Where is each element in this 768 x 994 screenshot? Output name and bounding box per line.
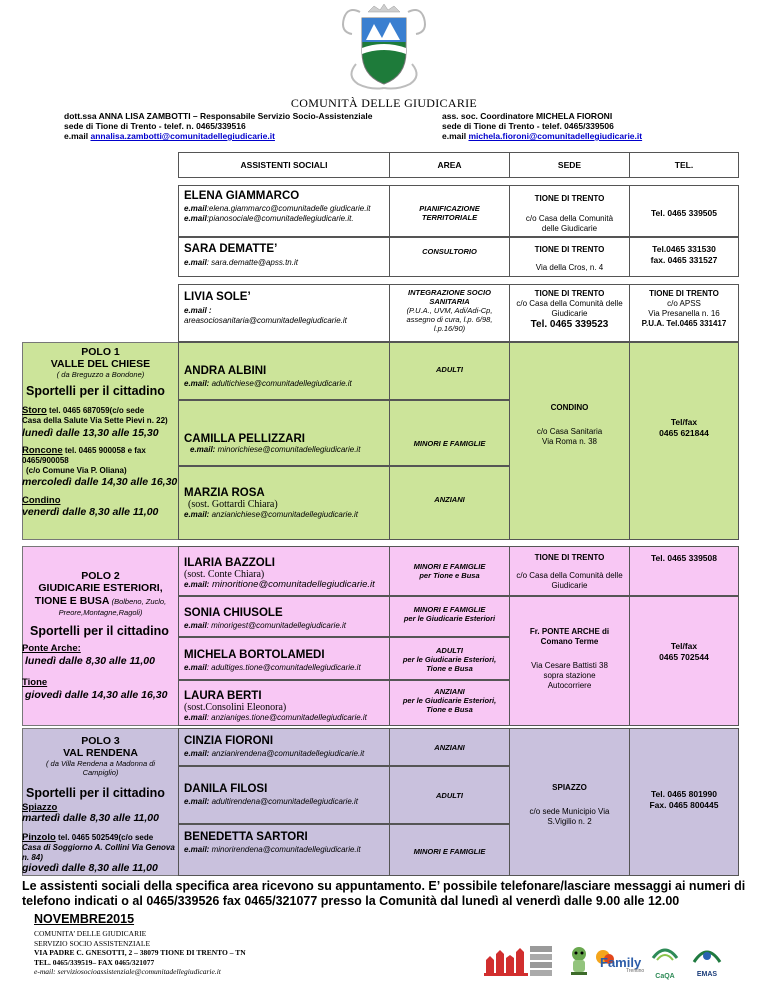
polo2-office-hours [22, 643, 178, 701]
assistant-name: ANDRA ALBINI [184, 365, 267, 377]
coordinator-office: sede di Tione di Trento - telef. 0465/339506 [442, 121, 614, 131]
footer-line-2: SERVIZIO SOCIO ASSISTENZIALE [34, 938, 151, 948]
area-cell [389, 824, 510, 876]
polo1-title [22, 346, 179, 379]
tel-number: Tel. 0465 339508 [650, 553, 717, 563]
assistant-email[interactable]: minorichiese@comunitadellegiudicarie.it [215, 445, 361, 454]
appointment-notice: Le assistenti sociali della specifica area ricevono su appuntamento. E’ possibile telefonare/lasciare messaggi ai numeri di telefono indicati o al 0465/339526 fax 0465/321077 presso la Comunità dal lunedì al venerdì dalle 9.00 alle 12.00 [22, 879, 746, 908]
sede-city: TIONE DI TRENTO [534, 289, 605, 298]
area-label: ANZIANI [434, 495, 465, 504]
email-label: e.mail: [184, 379, 210, 388]
table-row-dematte [178, 237, 390, 277]
tel-pua: P.U.A. Tel.0465 331417 [641, 319, 727, 328]
manager-email-link[interactable]: annalisa.zambotti@comunitadellegiudicarie.it [90, 131, 275, 141]
tel-org: c/o APSS [667, 299, 701, 308]
fax-number: Fax. 0465 800445 [649, 800, 719, 810]
table-row-rosa [178, 466, 390, 540]
sede-tel: Tel. 0465 339523 [530, 319, 609, 330]
tel-cell [629, 185, 739, 237]
assistant-name: ILARIA BAZZOLI [184, 557, 275, 569]
area-detail: per le Giudicarie Esteriori, Tione e Busa [402, 655, 497, 673]
polo2-subtitle-a: (Bolbeno, Zuclo, [109, 597, 167, 606]
assistant-email[interactable]: anzianirendena@comunitadellegiudicarie.it [209, 749, 365, 758]
polo2-title [22, 570, 179, 617]
header-assistenti-label: ASSISTENTI SOCIALI [240, 160, 328, 170]
email-label: e.mail [184, 214, 207, 223]
family-trentino-logo [596, 948, 646, 976]
tel-number: 0465 621844 [659, 428, 709, 438]
sede-address: c/o Casa della Comunità delle Giudicarie [525, 214, 614, 233]
org-name: COMUNITÀ DELLE GIUDICARIE [290, 96, 478, 110]
tel-label: Tel/fax [670, 417, 698, 427]
tel-number: Tel.0465 331530 [652, 244, 716, 254]
email-label: e.mail: [184, 580, 210, 589]
sede-address: Via Cesare Battisti 38 sopra stazione Autocorriere [531, 661, 608, 690]
coat-of-arms-logo [338, 4, 430, 94]
pinzolo-address: Casa di Soggiorno A. Collini Via Genova n. 84) [22, 843, 175, 862]
table-row-filosi [178, 766, 390, 824]
area-label: MINORI E FAMIGLIE [413, 562, 486, 571]
area-cell [389, 680, 510, 726]
area-cell [389, 728, 510, 766]
area-label: ADULTI [436, 365, 463, 374]
sede-city: TIONE DI TRENTO [534, 245, 605, 254]
polo2-title-line2: GIUDICARIE ESTERIORI, [38, 582, 163, 594]
sede-address: Via della Cros, n. 4 [535, 263, 604, 272]
assistant-email[interactable]: : adultiges.tione@comunitadellegiudicarie.it [206, 663, 361, 672]
caqa-logo [650, 946, 680, 980]
assistant-email[interactable]: minorirendena@comunitadellegiudicarie.it [209, 845, 361, 854]
header-left-contact [64, 111, 404, 141]
table-row-albini [178, 342, 390, 400]
table-row-bazzoli [178, 546, 390, 596]
header-cell-tel [629, 152, 739, 178]
sede-address: c/o Casa della Comunità delle Giudicarie [516, 299, 623, 318]
tel-label: Tel/fax [670, 641, 698, 651]
polo3-tel-cell [629, 728, 739, 876]
assistant-substitute: (sost. Conte Chiara) [184, 569, 265, 580]
email-label: e.mail: [184, 510, 210, 519]
polo3-office-hours [22, 802, 178, 874]
email-label: e.mail [184, 204, 207, 213]
assistant-email[interactable]: : minorigest@comunitadellegiudicarie.it [206, 621, 346, 630]
area-cell [389, 185, 510, 237]
footer-address [34, 929, 354, 977]
sede-address: c/o sede Municipio Via S.Vigilio n. 2 [529, 807, 610, 826]
area-label: INTEGRAZIONE SOCIO SANITARIA [408, 288, 491, 306]
storo-tel: tel. 0465 687059(c/o sede [46, 406, 145, 415]
assistant-name: ELENA GIAMMARCO [184, 190, 300, 202]
assistant-name: BENEDETTA SARTORI [184, 831, 308, 843]
area-label: ADULTI [436, 646, 463, 655]
area-detail: (P.U.A., UVM, Adi/Adi-Cp, assegno di cura, l.p. 6/98, l.p.16/90) [406, 306, 493, 333]
storo-hours: lunedì dalle 13,30 alle 15,30 [22, 427, 159, 439]
footer-line-4: TEL. 0465/339519– FAX 0465/321077 [34, 957, 155, 967]
email-label: e.mail : [184, 306, 212, 315]
assistant-email[interactable]: adultichiese@comunitadellegiudicarie.it [209, 379, 352, 388]
manager-email-label: e.mail [64, 131, 89, 141]
storo-address: Casa della Salute Via Sette Pievi n. 22) [22, 416, 168, 425]
green-mascot-logo [564, 944, 594, 976]
tel-number: 0465 702544 [659, 652, 709, 662]
assistant-email[interactable]: adultirendena@comunitadellegiudicarie.it [209, 797, 358, 806]
area-label: ANZIANI [434, 687, 465, 696]
email-label: e.mail: [184, 797, 210, 806]
polo2-title-line1: POLO 2 [81, 570, 120, 582]
spiazzo-hours: martedì dalle 8,30 alle 11,00 [22, 812, 159, 824]
footer-line-1: COMUNITA’ DELLE GIUDICARIE [34, 929, 147, 938]
area-cell [389, 546, 510, 596]
area-detail: per le Giudicarie Esteriori, Tione e Busa [402, 696, 497, 714]
roncone-address: (c/o Comune Via P. Oliana) [26, 466, 127, 475]
assistant-name: CAMILLA PELLIZZARI [184, 433, 305, 445]
header-tel-label: TEL. [674, 160, 694, 170]
area-label: ADULTI [436, 791, 463, 800]
coordinator-email-link[interactable]: michela.fioroni@comunitadellegiudicarie.it [468, 131, 643, 141]
fax-number: fax. 0465 331527 [650, 255, 718, 265]
sede-city: SPIAZZO [552, 783, 587, 792]
sede-city: TIONE DI TRENTO [534, 553, 605, 562]
assistant-email-secondary[interactable]: :pianosociale@comunitadellegiudicarie.it. [206, 214, 354, 223]
polo2-sportelli-heading: Sportelli per il cittadino [30, 624, 169, 638]
sede-city: TIONE DI TRENTO [534, 194, 605, 203]
polo3-sede-cell [509, 728, 630, 876]
polo1-sportelli-heading: Sportelli per il cittadino [26, 384, 165, 398]
pinzolo-tel: tel. 0465 502549(c/o sede [55, 833, 154, 842]
table-row-bortolamedi [178, 637, 390, 680]
grey-text-block-logo [530, 946, 552, 976]
area-label: PIANIFICAZIONE TERRITORIALE [419, 204, 480, 222]
family-logo-text: Family [600, 955, 642, 970]
assistant-name: MARZIA ROSA [184, 487, 265, 499]
sede-city: CONDINO [550, 403, 589, 412]
polo1-office-hours [22, 406, 178, 518]
tel-address: Via Presanella n. 16 [648, 309, 720, 318]
condino-label: Condino [22, 495, 61, 506]
caqa-logo-text: CaQA [655, 973, 675, 980]
tel-number: Tel. 0465 339505 [650, 208, 717, 218]
polo2-subtitle-b: Preore,Montagne,Ragoli) [58, 608, 143, 617]
area-cell [389, 466, 510, 540]
assistant-name: MICHELA BORTOLAMEDI [184, 649, 325, 661]
assistant-substitute: (sost. Gottardi Chiara) [188, 499, 278, 510]
area-label: MINORI E FAMIGLIE [413, 847, 486, 856]
tione-label: Tione [22, 677, 48, 688]
tel-cell [629, 237, 739, 277]
area-cell [389, 342, 510, 400]
area-cell [389, 637, 510, 680]
polo2-tel-b [629, 596, 739, 726]
area-cell [389, 284, 510, 342]
assistant-name: SARA DEMATTE’ [184, 243, 278, 255]
table-row-sartori [178, 824, 390, 876]
pinzolo-label: Pinzolo [22, 832, 56, 843]
footer-line-5: e-mail: serviziosocioassistenziale@comunitadellegiudicarie.it [34, 967, 221, 976]
red-city-logo [484, 946, 528, 976]
condino-hours: venerdì dalle 8,30 alle 11,00 [22, 506, 159, 518]
document-date: NOVEMBRE2015 [34, 912, 135, 926]
area-detail: per Tione e Busa [419, 571, 480, 580]
table-row-fioroni [178, 728, 390, 766]
family-logo-sub: Trentino [626, 968, 645, 974]
sede-address: c/o Casa della Comunità delle Giudicarie [516, 571, 623, 590]
polo2-tel-a [629, 546, 739, 596]
manager-line: dott.ssa ANNA LISA ZAMBOTTI – Responsabile Servizio Socio-Assistenziale [64, 111, 373, 121]
polo3-subtitle: ( da Villa Rendena a Madonna di Campiglio) [45, 759, 156, 777]
polo2-sede-b [509, 596, 630, 726]
roncone-label: Roncone [22, 445, 63, 456]
email-label: e.mail [184, 621, 207, 630]
table-row-berti [178, 680, 390, 726]
polo3-sportelli-heading: Sportelli per il cittadino [26, 786, 165, 800]
assistant-email[interactable]: minoritione@comunitadellegiudicarie.it [209, 579, 375, 590]
polo3-title-line1: POLO 3 [81, 735, 120, 747]
assistant-name: DANILA FILOSI [184, 783, 268, 795]
assistant-email[interactable]: anzianichiese@comunitadellegiudicarie.it [209, 510, 358, 519]
tel-cell [629, 284, 739, 342]
assistant-email[interactable]: areasociosanitaria@comunitadellegiudicarie.it [184, 316, 347, 325]
polo3-title-line2: VAL RENDENA [63, 747, 138, 759]
polo1-sede-cell [509, 342, 630, 540]
polo1-subtitle: ( da Breguzzo a Bondone) [56, 370, 145, 379]
area-cell [389, 400, 510, 466]
header-area-label: AREA [437, 160, 462, 170]
area-cell [389, 766, 510, 824]
sede-cell [509, 237, 630, 277]
assistant-name: LAURA BERTI [184, 690, 262, 702]
sede-cell [509, 185, 630, 237]
assistant-name: SONIA CHIUSOLE [184, 607, 283, 619]
assistant-name: LIVIA SOLE’ [184, 291, 251, 303]
header-cell-sede [509, 152, 630, 178]
sede-address: c/o Casa Sanitaria Via Roma n. 38 [536, 427, 603, 446]
table-row-chiusole [178, 596, 390, 637]
ponte-arche-label: Ponte Arche: [22, 643, 81, 654]
area-label: CONSULTORIO [422, 247, 477, 256]
ponte-arche-hours: lunedì dalle 8,30 alle 11,00 [25, 655, 155, 667]
area-label: ANZIANI [434, 743, 465, 752]
area-label: MINORI E FAMIGLIE [413, 605, 486, 614]
polo3-title [22, 735, 179, 777]
polo1-title-line1: POLO 1 [81, 346, 120, 358]
email-label: e.mail: [184, 845, 210, 854]
sede-cell [509, 284, 630, 342]
emas-logo-text: EMAS [696, 971, 718, 978]
header-right-contact [442, 111, 742, 141]
roncone-hours: mercoledì dalle 14,30 alle 16,30 [22, 476, 178, 488]
polo2-sede-a [509, 546, 630, 596]
manager-office: sede di Tione di Trento - telef. n. 0465/339516 [64, 121, 246, 131]
storo-label: Storo [22, 405, 47, 416]
footer-line-3: VIA PADRE C. GNESOTTI, 2 – 38079 TIONE DI TRENTO – TN [34, 948, 246, 957]
sede-city: Fr. PONTE ARCHE di Comano Terme [529, 627, 610, 646]
area-cell [389, 596, 510, 637]
pinzolo-hours: giovedì dalle 8,30 alle 11,00 [22, 862, 158, 874]
table-row-sole [178, 284, 390, 342]
assistant-name: CINZIA FIORONI [184, 735, 274, 747]
coordinator-email-label: e.mail [442, 131, 467, 141]
polo1-tel-cell [629, 342, 739, 540]
assistant-email[interactable]: : anzianiges.tione@comunitadellegiudicarie.it [206, 713, 367, 722]
table-row-giammarco [178, 185, 390, 237]
spiazzo-label: Spiazzo [22, 802, 58, 813]
polo2-title-line3: TIONE E BUSA [34, 595, 110, 607]
email-label: e.mail [184, 713, 207, 722]
area-label: MINORI E FAMIGLIE [413, 439, 486, 448]
table-row-pellizzari [178, 400, 390, 466]
header-sede-label: SEDE [557, 160, 582, 170]
email-label: e.mail [184, 258, 207, 267]
area-detail: per le Giudicarie Esteriori [403, 614, 496, 623]
email-label: e.mail: [190, 445, 216, 454]
assistant-email[interactable]: :elena.giammarco@comunitadelle giudicarie.it [206, 204, 371, 213]
polo1-title-line2: VALLE DEL CHIESE [50, 358, 151, 370]
tel-city: TIONE DI TRENTO [649, 289, 719, 298]
assistant-email[interactable]: : sara.dematte@apss.tn.it [206, 258, 298, 267]
email-label: e.mail [184, 663, 207, 672]
email-label: e.mail: [184, 749, 210, 758]
assistant-substitute: (sost.Consolini Eleonora) [184, 702, 287, 713]
emas-logo [690, 944, 724, 978]
area-cell [389, 237, 510, 277]
roncone-tel: tel. 0465 900058 e fax 0465/900058 [22, 446, 146, 465]
tione-hours: giovedì dalle 14,30 alle 16,30 [25, 689, 168, 701]
coordinator-line: ass. soc. Coordinatore MICHELA FIORONI [442, 111, 613, 121]
header-cell-area [389, 152, 510, 178]
header-cell-assistenti [178, 152, 390, 178]
tel-number: Tel. 0465 801990 [650, 789, 717, 799]
